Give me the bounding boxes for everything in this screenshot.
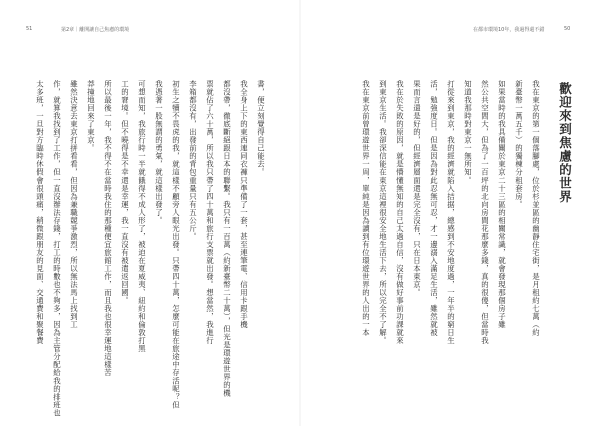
text-column: 我在東京的第一個落腳處，位於杉並區的幽靜住宅街，是月租約七萬（約 bbox=[531, 80, 541, 337]
page-number-right: 50 bbox=[564, 26, 571, 32]
text-column: 打從來到東京，我的經濟就陷入拮据，總感到不安地度過，一年半的窮日生 bbox=[446, 80, 456, 345]
text-column: 我在東京前曾環遊世界一周，單純是因為讀到有位環遊世界的人出的一本 bbox=[361, 80, 371, 337]
text-column: 我全身上下的東西連同衣褲只準備了一套，甚至連筆電、信用卡跟手機 bbox=[239, 80, 249, 329]
section-heading: 歡迎來到焦慮的世界 bbox=[557, 82, 573, 204]
text-column: 作，就算我找到了工作，但一直沒辦法存錢，打工的時數也不夠多，因為主管分配給我的排班也 bbox=[52, 80, 62, 417]
text-column: 然公共空間大，但為了一百坪的北向房間花那麼多錢，真的很傻，但當時我 bbox=[480, 80, 490, 345]
text-column: 票就佔了六十萬，所以我只帶了四十萬和旅行支票就出發。想當然，我進行 bbox=[205, 80, 215, 345]
running-head-left: 第2章｜離開讓自己焦慮的環境 bbox=[61, 27, 130, 33]
text-column: 果而言還是好的，但經濟層面還是完全沒有，只在日本東京。 bbox=[412, 80, 422, 297]
text-column: 初生之犢不畏虎的我，就這樣不顧旁人眼光出發。只帶四十萬，怎麼可能在旅途中存活呢？但 bbox=[171, 80, 181, 409]
page-number-left: 51 bbox=[26, 26, 33, 32]
text-column: 知道我那時對東京一無所知。 bbox=[463, 80, 473, 185]
running-head-right: 在都市環境10年，我過得還不錯 bbox=[473, 27, 545, 33]
text-column: 我在於失敗的原因，就是懵懂無知的自己太過自信，沒有做好事前功課就來 bbox=[395, 80, 405, 345]
text-column: 莽撞地回來了東京。 bbox=[86, 80, 96, 153]
text-column: 到東京生活。我卻深信能在東京這裡很安全地生活下去，所以完全不了解。 bbox=[378, 80, 388, 345]
text-column: 我憑著一股無謂的勇氣，就這樣出發了。 bbox=[154, 80, 164, 225]
text-column: 書，便立刻覺得自己能去。 bbox=[256, 80, 266, 177]
text-column: 雖然決意去東京打拼看看，但因為兼職競爭激烈，所以無法馬上找到工 bbox=[69, 80, 79, 329]
text-column: 如果當時的我具備關於東京二十三區的相關常識，就會發現那個房子雖 bbox=[497, 80, 507, 329]
text-column: 新臺幣一萬五千）的獨棟分租套房。 bbox=[514, 80, 524, 209]
text-column: 李箱都沒有，出發前的背包重量只有五公斤。 bbox=[188, 80, 198, 241]
text-column: 太多班，一旦對方臨時休假會很頭痛，稍微跟朋友的見面、交通費和聚餐費 bbox=[35, 80, 45, 345]
text-column: 活，勉強度日。但是因為對此忍無可忍，才一邊溺入滿足生活，雖然就被 bbox=[429, 80, 439, 337]
text-column: 所以最後一年，我不得不在當時我住的那種便宜旅館工作，而且我也很幸運地這樣苦 bbox=[103, 80, 113, 377]
text-column: 都沒帶，徹底斷絕跟日本的聯繫。我只有一百萬（約新臺幣二十萬），但光是環遊世界的機 bbox=[222, 80, 232, 398]
right-page bbox=[300, 0, 600, 426]
text-column: 可想而知，我旅行時一半就餓得不成人形了，被迫在夏威夷、紐約和倫敦打黑 bbox=[137, 80, 147, 353]
text-column: 工的窘境。但不曉得是不幸還是幸運，我一直沒有被遣返回國。 bbox=[120, 80, 130, 305]
